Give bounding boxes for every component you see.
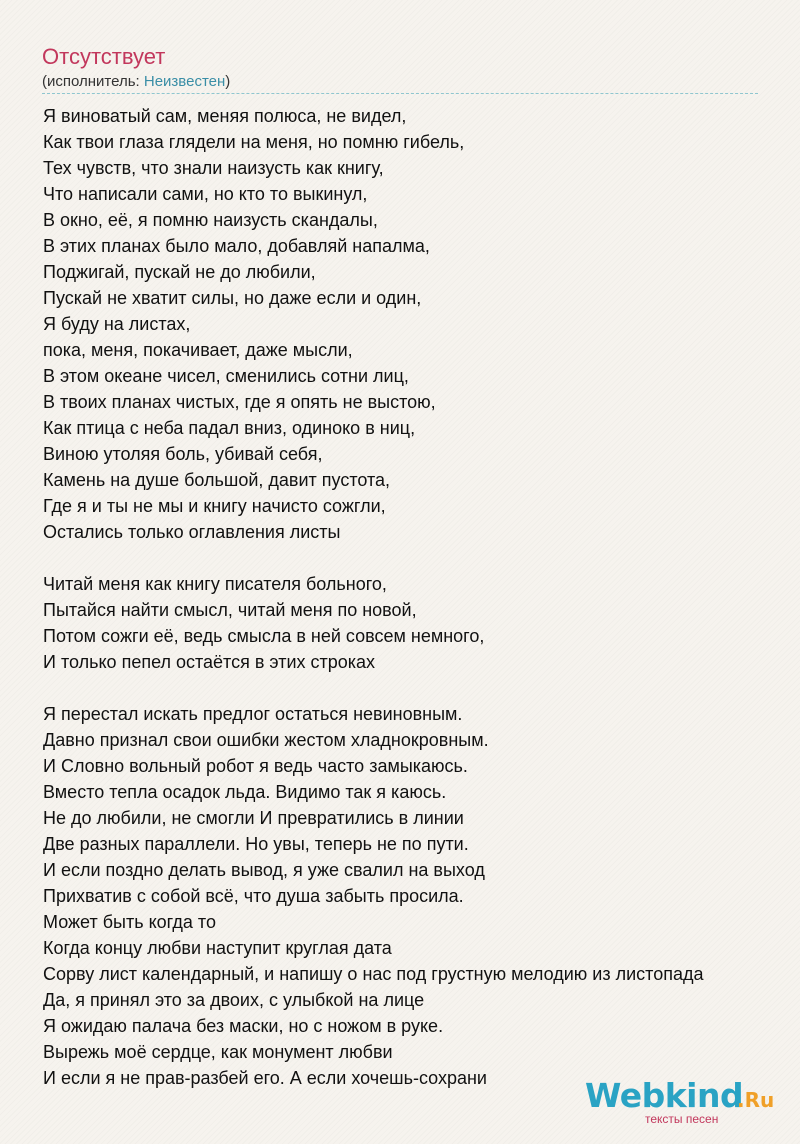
lyric-line: Я буду на листах,: [43, 314, 191, 334]
lyric-line: Я виноватый сам, меняя полюса, не видел,: [43, 106, 407, 126]
logo-tagline: тексты песен: [645, 1112, 719, 1126]
stanza-break: [43, 545, 800, 571]
lyric-line: Да, я принял это за двоих, с улыбкой на лице: [43, 990, 425, 1010]
lyric-line: Виною утоляя боль, убивай себя,: [43, 444, 323, 464]
lyric-line: В этом океане чисел, сменились сотни лиц,: [43, 366, 409, 386]
lyric-line: Сорву лист календарный, и напишу о нас под грустную мелодию из листопада: [43, 964, 704, 984]
performer-prefix: (исполнитель:: [42, 73, 144, 90]
performer-line: [42, 73, 230, 91]
lyric-line: Потом сожги её, ведь смысла в ней совсем немного,: [43, 626, 485, 646]
lyric-line: пока, меня, покачивает, даже мысли,: [43, 340, 353, 360]
lyric-line: Не до любили, не смогли И превратились в линии: [43, 808, 464, 828]
lyric-line: В твоих планах чистых, где я опять не выстою,: [43, 392, 436, 412]
lyric-line: В этих планах было мало, добавляй напалма,: [43, 236, 430, 256]
lyric-line: Давно признал свои ошибки жестом хладнокровным.: [43, 730, 489, 750]
title-divider: [42, 93, 758, 94]
lyric-line: Как птица с неба падал вниз, одиноко в ниц,: [43, 418, 416, 438]
lyric-line: Прихватив с собой всё, что душа забыть просила.: [43, 886, 464, 906]
song-title: Отсутствует: [42, 44, 166, 69]
lyric-line: И только пепел остаётся в этих строках: [43, 652, 376, 672]
lyric-line: Где я и ты не мы и книгу начисто сожгли,: [43, 496, 386, 516]
lyric-line: Что написали сами, но кто то выкинул,: [43, 184, 368, 204]
logo-wordmark: Webkind: [585, 1076, 744, 1115]
lyric-line: И если я не прав-разбей его. А если хочешь-сохрани: [43, 1068, 487, 1088]
lyric-line: Читай меня как книгу писателя больного,: [43, 574, 387, 594]
stanza-break: [43, 675, 800, 701]
logo-domain: .Ru: [737, 1088, 775, 1112]
performer-link[interactable]: Неизвестен: [143, 73, 226, 90]
lyric-line: И если поздно делать вывод, я уже свалил на выход: [43, 860, 485, 880]
lyric-line: Остались только оглавления листы: [43, 522, 341, 542]
lyric-line: Камень на душе большой, давит пустота,: [43, 470, 391, 490]
lyric-line: Поджигай, пускай не до любили,: [43, 262, 316, 282]
lyric-line: Тех чувств, что знали наизусть как книгу,: [43, 158, 384, 178]
lyric-line: Вместо тепла осадок льда. Видимо так я каюсь.: [43, 782, 447, 802]
lyrics-text: [43, 103, 800, 1091]
lyric-line: Как твои глаза глядели на меня, но помню гибель,: [43, 132, 465, 152]
lyric-line: Я ожидаю палача без маски, но с ножом в руке.: [43, 1016, 444, 1036]
lyric-line: Может быть когда то: [43, 912, 216, 932]
lyric-line: Вырежь моё сердце, как монумент любви: [43, 1042, 393, 1062]
site-logo[interactable]: [585, 1076, 785, 1136]
lyric-line: И Словно вольный робот я ведь часто замыкаюсь.: [43, 756, 468, 776]
lyric-line: Я перестал искать предлог остаться невиновным.: [43, 704, 463, 724]
lyric-line: Пытайся найти смысл, читай меня по новой,: [43, 600, 417, 620]
lyric-line: В окно, её, я помню наизусть скандалы,: [43, 210, 378, 230]
performer-suffix: ): [225, 73, 231, 90]
lyric-line: Когда концу любви наступит круглая дата: [43, 938, 392, 958]
lyric-line: Пускай не хватит силы, но даже если и один,: [43, 288, 422, 308]
lyric-line: Две разных параллели. Но увы, теперь не по пути.: [43, 834, 469, 854]
